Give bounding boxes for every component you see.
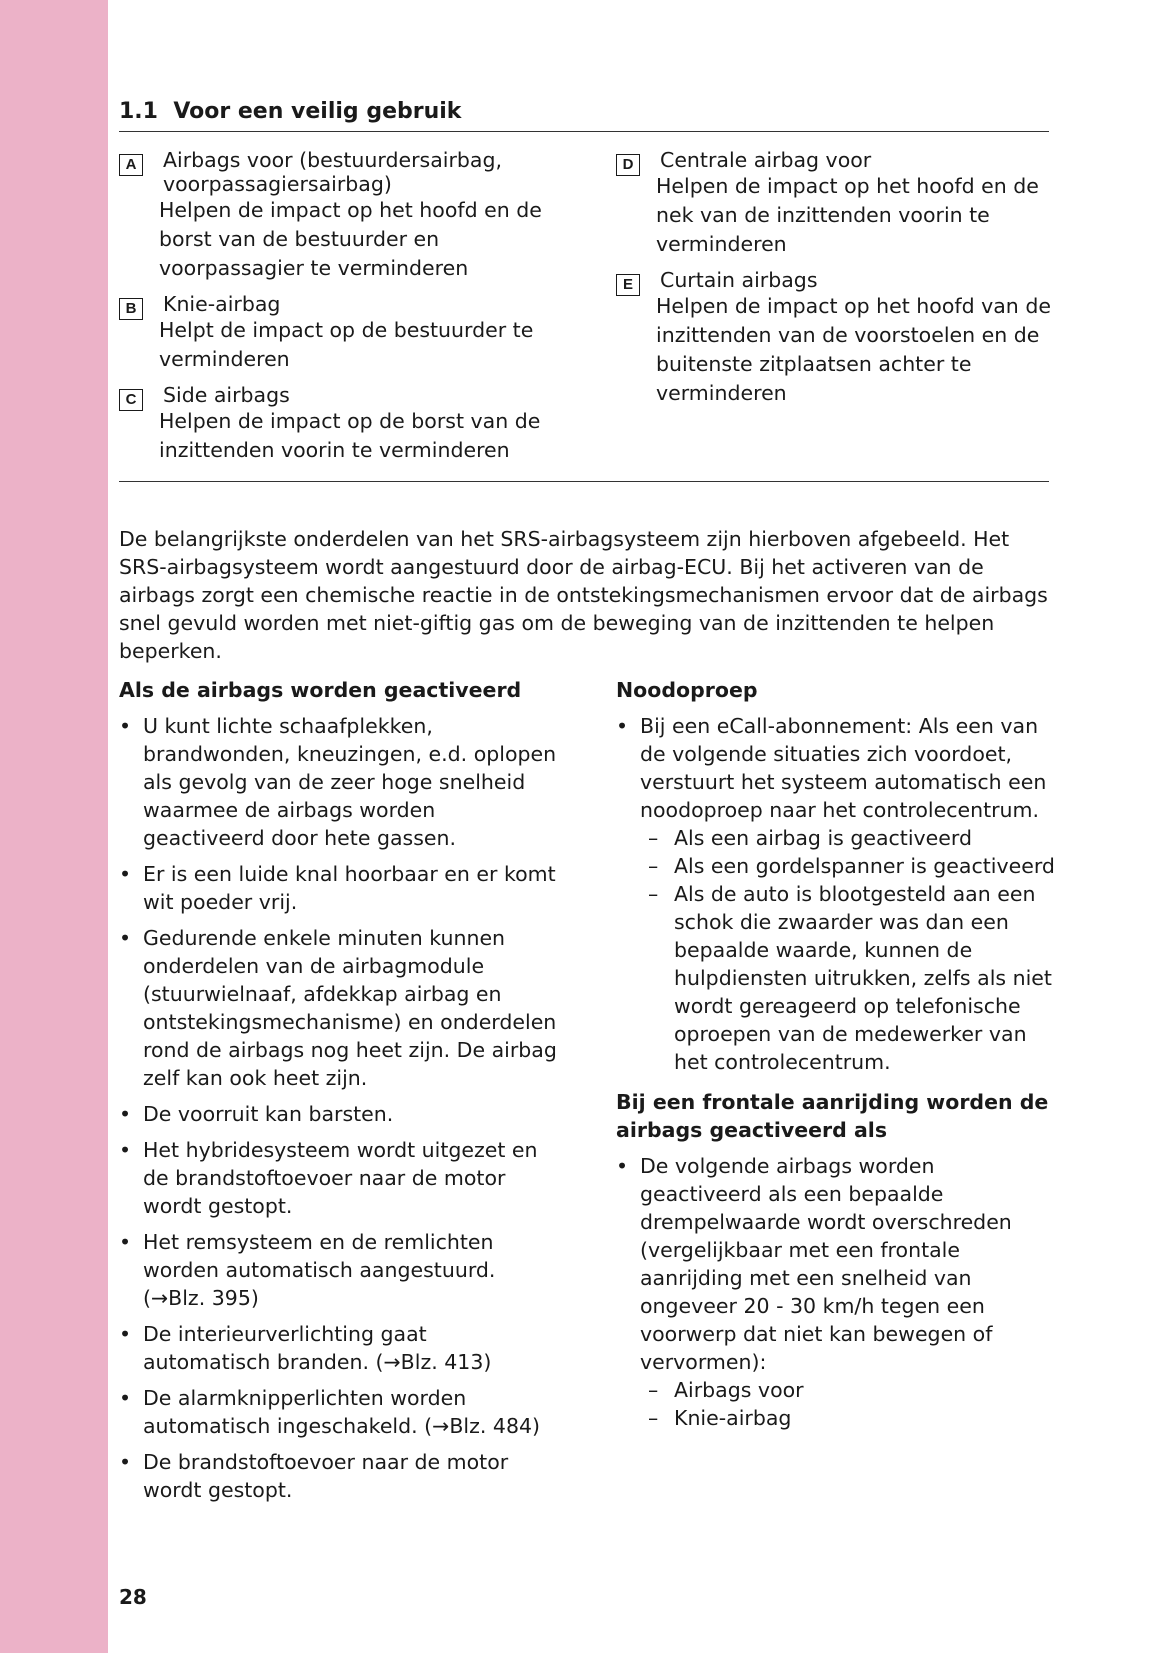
frontal-collision-list: [616, 1152, 1056, 1432]
activation-item: • De alarmknipperlichten worden automatisch ingeschakeld. (→Blz. 484): [119, 1384, 559, 1440]
activation-item: • Het hybridesysteem wordt uitgezet en de brandstoftoevoer naar de motor wordt gestopt.: [119, 1136, 559, 1220]
legend-left: [119, 148, 569, 474]
legend-desc-e: Helpen de impact op het hoofd van de inzittenden van de voorstoelen en de buitenste zitplaatsen achter te verminderen: [656, 294, 1051, 405]
activation-item: • De voorruit kan barsten.: [119, 1100, 559, 1128]
legend-desc-c: Helpen de impact op de borst van de inzittenden voorin te verminderen: [159, 409, 541, 462]
legend-desc-b: Helpt de impact op de bestuurder te verminderen: [159, 318, 534, 371]
frontal-collision-sublist: [640, 1376, 1056, 1432]
emergency-item: [616, 712, 1056, 1076]
section-number: 1.1: [119, 99, 158, 124]
frontal-collision-subitem: – Airbags voor: [648, 1376, 1056, 1404]
frontal-collision-heading: Bij een frontale aanrijding worden de airbags geactiveerd als: [616, 1090, 1049, 1142]
activation-item: • Het remsysteem en de remlichten worden automatisch aangestuurd. (→Blz. 395): [119, 1228, 559, 1312]
activation-list: [119, 712, 559, 1504]
frontal-collision-item: [616, 1152, 1056, 1432]
chapter-sidebar-band: [0, 0, 108, 1653]
frontal-collision-subitem: – Knie-airbag: [648, 1404, 1056, 1432]
legend-key-c: C: [119, 389, 143, 411]
activation-item: • De interieurverlichting gaat automatisch branden. (→Blz. 413): [119, 1320, 559, 1376]
emergency-subitem: – Als een airbag is geactiveerd: [648, 824, 1056, 852]
activation-item: • U kunt lichte schaafplekken, brandwonden, kneuzingen, e.d. oplopen als gevolg van de zeer hoge snelheid waarmee de airbags worden geactiveerd door hete gassen.: [119, 712, 559, 852]
legend-name-a: Airbags voor (bestuurdersairbag, voorpassagiersairbag): [163, 148, 503, 196]
legend-desc-d: Helpen de impact op het hoofd en de nek van de inzittenden voorin te verminderen: [656, 174, 1039, 256]
legend-key-b: B: [119, 298, 143, 320]
activation-item: • Er is een luide knal hoorbaar en er komt wit poeder vrij.: [119, 860, 559, 916]
legend-right: [616, 148, 1066, 417]
legend-key-e: E: [616, 274, 640, 296]
legend-item-e: [616, 268, 1066, 408]
emergency-list: [616, 712, 1056, 1076]
intro-paragraph: De belangrijkste onderdelen van het SRS-airbagsysteem zijn hierboven afgebeeld. Het SRS-airbagsysteem wordt aangestuurd door de airbag-ECU. Bij het activeren van de airbags zorgt een chemische reactie in de ontstekingsmechanismen ervoor dat de airbags snel gevuld worden met niet-giftig gas om de beweging van de inzittenden te helpen beperken.: [119, 527, 1048, 663]
legend-item-a: [119, 148, 569, 283]
legend-name-e: Curtain airbags: [660, 268, 818, 292]
legend-key-d: D: [616, 154, 640, 176]
emergency-heading: Noodoproep: [616, 678, 758, 702]
activation-column: [119, 676, 559, 1512]
activation-item: • De brandstoftoevoer naar de motor wordt gestopt.: [119, 1448, 559, 1504]
legend-item-c: [119, 383, 569, 465]
legend-name-c: Side airbags: [163, 383, 290, 407]
bottom-divider: [119, 481, 1049, 482]
emergency-sublist: [640, 824, 1056, 1076]
activation-heading: Als de airbags worden geactiveerd: [119, 678, 522, 702]
section-title-text: Voor een veilig gebruik: [173, 99, 462, 124]
activation-item: • Gedurende enkele minuten kunnen onderdelen van de airbagmodule (stuurwielnaaf, afdekkap airbag en ontstekingsmechanisme) en onderdelen rond de airbags nog heet zijn. De airbag zelf kan ook heet zijn.: [119, 924, 559, 1092]
page-number: 28: [119, 1585, 147, 1609]
legend-name-d: Centrale airbag voor: [660, 148, 872, 172]
legend-name-b: Knie-airbag: [163, 292, 281, 316]
emergency-column: [616, 676, 1056, 1440]
legend-desc-a: Helpen de impact op het hoofd en de borst van de bestuurder en voorpassagier te verminderen: [159, 198, 542, 280]
section-title: [119, 98, 461, 126]
legend-item-d: [616, 148, 1066, 259]
emergency-subitem: – Als de auto is blootgesteld aan een schok die zwaarder was dan een bepaalde waarde, kunnen de hulpdiensten uitrukken, zelfs als niet wordt gereageerd op telefonische oproepen van de medewerker van het controlecentrum.: [648, 880, 1056, 1076]
top-divider: [119, 131, 1049, 132]
frontal-collision-item-text: De volgende airbags worden geactiveerd als een bepaalde drempelwaarde wordt overschreden (vergelijkbaar met een frontale aanrijding met een snelheid van ongeveer 20 - 30 km/h tegen een voorwerp dat niet kan bewegen of vervormen):: [640, 1154, 1012, 1374]
legend-item-b: [119, 292, 569, 374]
emergency-item-text: Bij een eCall-abonnement: Als een van de volgende situaties zich voordoet, verstuurt het systeem automatisch een noodoproep naar het controlecentrum.: [640, 714, 1047, 822]
legend-key-a: A: [119, 154, 143, 176]
emergency-subitem: – Als een gordelspanner is geactiveerd: [648, 852, 1056, 880]
